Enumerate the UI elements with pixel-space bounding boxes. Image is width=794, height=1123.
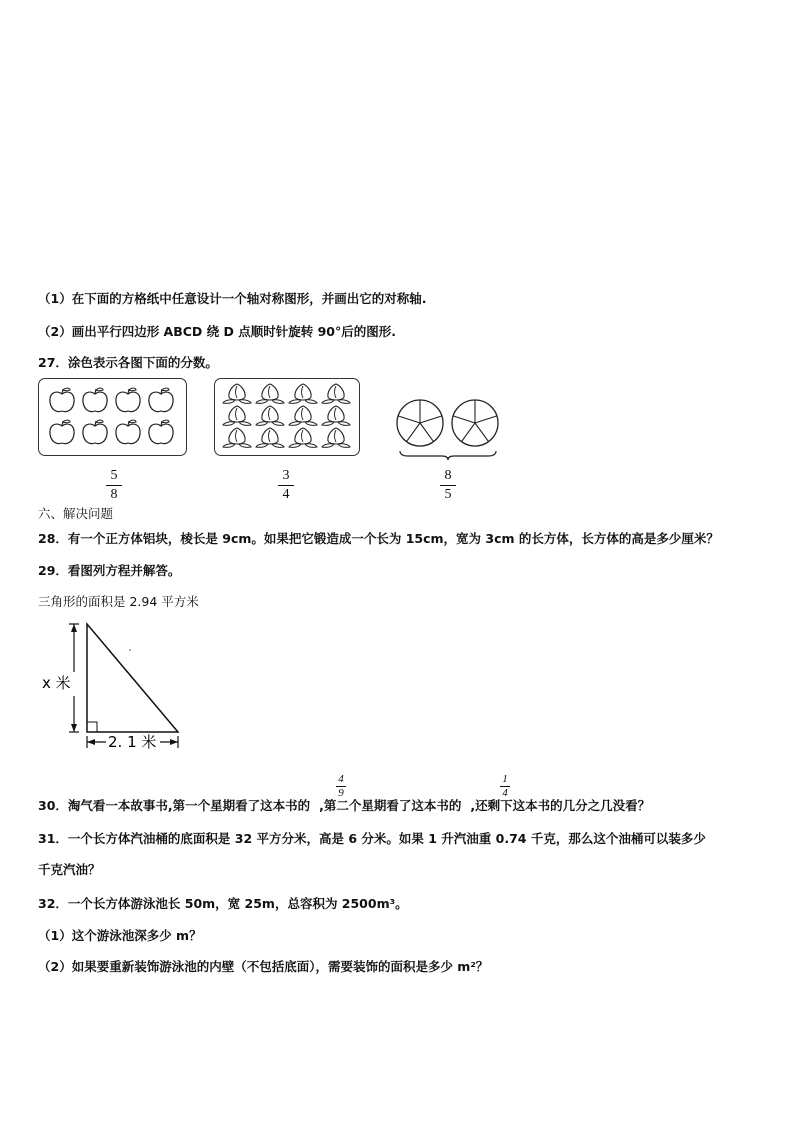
pie-circle-1 xyxy=(397,400,443,446)
apple-icon xyxy=(50,420,74,443)
fraction-denominator: 4 xyxy=(502,787,508,799)
pie-divider xyxy=(453,416,475,423)
fraction-peaches-denominator: 4 xyxy=(282,487,290,502)
peach-icon xyxy=(223,406,251,425)
pie-divider xyxy=(461,423,475,442)
question-30-part2: ,第二个星期看了这本书的 xyxy=(319,798,462,813)
question-29: 29．看图列方程并解答。 xyxy=(38,563,181,578)
peach-icon xyxy=(223,384,251,403)
peach-icon xyxy=(322,406,350,425)
peach-icon xyxy=(256,384,284,403)
pie-divider xyxy=(406,423,420,442)
section-heading: 六、解决问题 xyxy=(38,506,114,521)
question-28: 28．有一个正方体铝块，棱长是 9cm。如果把它锻造成一个长为 15cm，宽为 3cm 的长方体，长方体的高是多少厘米？ xyxy=(38,531,719,546)
pie-divider xyxy=(475,423,489,442)
pie-circle-2 xyxy=(452,400,498,446)
triangle-figure xyxy=(38,620,188,755)
question-27: 27．涂色表示各图下面的分数。 xyxy=(38,355,218,370)
peach-box xyxy=(214,378,360,456)
arrow-left-icon xyxy=(87,739,95,745)
pie-divider xyxy=(420,416,442,423)
arrow-up-icon xyxy=(71,624,77,632)
fraction-pies-denominator: 5 xyxy=(444,487,452,502)
brace xyxy=(400,451,496,460)
question-32-sub2: （2）如果要重新装饰游泳池的内壁（不包括底面），需要装饰的面积是多少 m²？ xyxy=(38,959,489,974)
question-31-line2: 千克汽油？ xyxy=(38,862,101,877)
fraction-pies-numerator: 8 xyxy=(444,468,452,483)
fraction-numerator: 1 xyxy=(502,773,508,785)
triangle-area-text: 三角形的面积是 2.94 平方米 xyxy=(38,594,199,609)
fraction-one-fourth xyxy=(500,774,510,799)
base-label: 2. 1 米 xyxy=(108,733,157,751)
apple-icon xyxy=(83,388,107,411)
peach-icon xyxy=(289,384,317,403)
fraction-numerator: 4 xyxy=(338,773,344,785)
question-31-line1: 31．一个长方体汽油桶的底面积是 32 平方分米，高是 6 分米。如果 1 升汽油重 0.74 千克，那么这个油桶可以装多少 xyxy=(38,831,706,846)
right-angle-marker xyxy=(87,722,97,732)
subquestion-2: （2）画出平行四边形 ABCD 绕 D 点顺时针旋转 90°后的图形. xyxy=(38,324,396,339)
fraction-pies xyxy=(438,468,458,503)
fraction-peaches xyxy=(276,468,296,503)
peach-icon xyxy=(322,384,350,403)
peach-grid xyxy=(215,379,358,454)
question-32: 32．一个长方体游泳池长 50m，宽 25m，总容积为 2500m³。 xyxy=(38,896,408,911)
fraction-four-ninths xyxy=(336,774,346,799)
fraction-bar xyxy=(106,485,122,486)
right-triangle xyxy=(87,624,178,732)
apple-icon xyxy=(50,388,74,411)
apple-grid xyxy=(39,379,185,454)
peach-icon xyxy=(289,428,317,447)
peach-icon xyxy=(289,406,317,425)
apple-icon xyxy=(149,420,173,443)
height-label: x 米 xyxy=(42,674,71,692)
apple-icon xyxy=(116,420,140,443)
pie-circles xyxy=(394,395,502,461)
question-30-part1: 30．淘气看一本故事书,第一个星期看了这本书的 xyxy=(38,798,311,813)
subquestion-1: （1）在下面的方格纸中任意设计一个轴对称图形，并画出它的对称轴. xyxy=(38,291,427,306)
pie-divider xyxy=(475,416,497,423)
apple-box xyxy=(38,378,187,456)
arrow-down-icon xyxy=(71,724,77,732)
question-32-sub1: （1）这个游泳池深多少 m？ xyxy=(38,928,202,943)
peach-icon xyxy=(223,428,251,447)
peach-icon xyxy=(322,428,350,447)
question-30 xyxy=(38,798,650,814)
apple-icon xyxy=(149,388,173,411)
fraction-apples-numerator: 5 xyxy=(110,468,118,483)
fraction-apples-denominator: 8 xyxy=(110,487,118,502)
fraction-bar xyxy=(440,485,456,486)
peach-icon xyxy=(256,406,284,425)
apple-icon xyxy=(83,420,107,443)
pie-divider xyxy=(420,423,434,442)
apple-icon xyxy=(116,388,140,411)
pie-divider xyxy=(398,416,420,423)
peach-icon xyxy=(256,428,284,447)
fraction-apples xyxy=(104,468,124,503)
question-30-part3: ,还剩下这本书的几分之几没看？ xyxy=(470,798,651,813)
arrow-right-icon xyxy=(170,739,178,745)
fraction-bar xyxy=(278,485,294,486)
fraction-peaches-numerator: 3 xyxy=(282,468,290,483)
fraction-denominator: 9 xyxy=(338,787,344,799)
